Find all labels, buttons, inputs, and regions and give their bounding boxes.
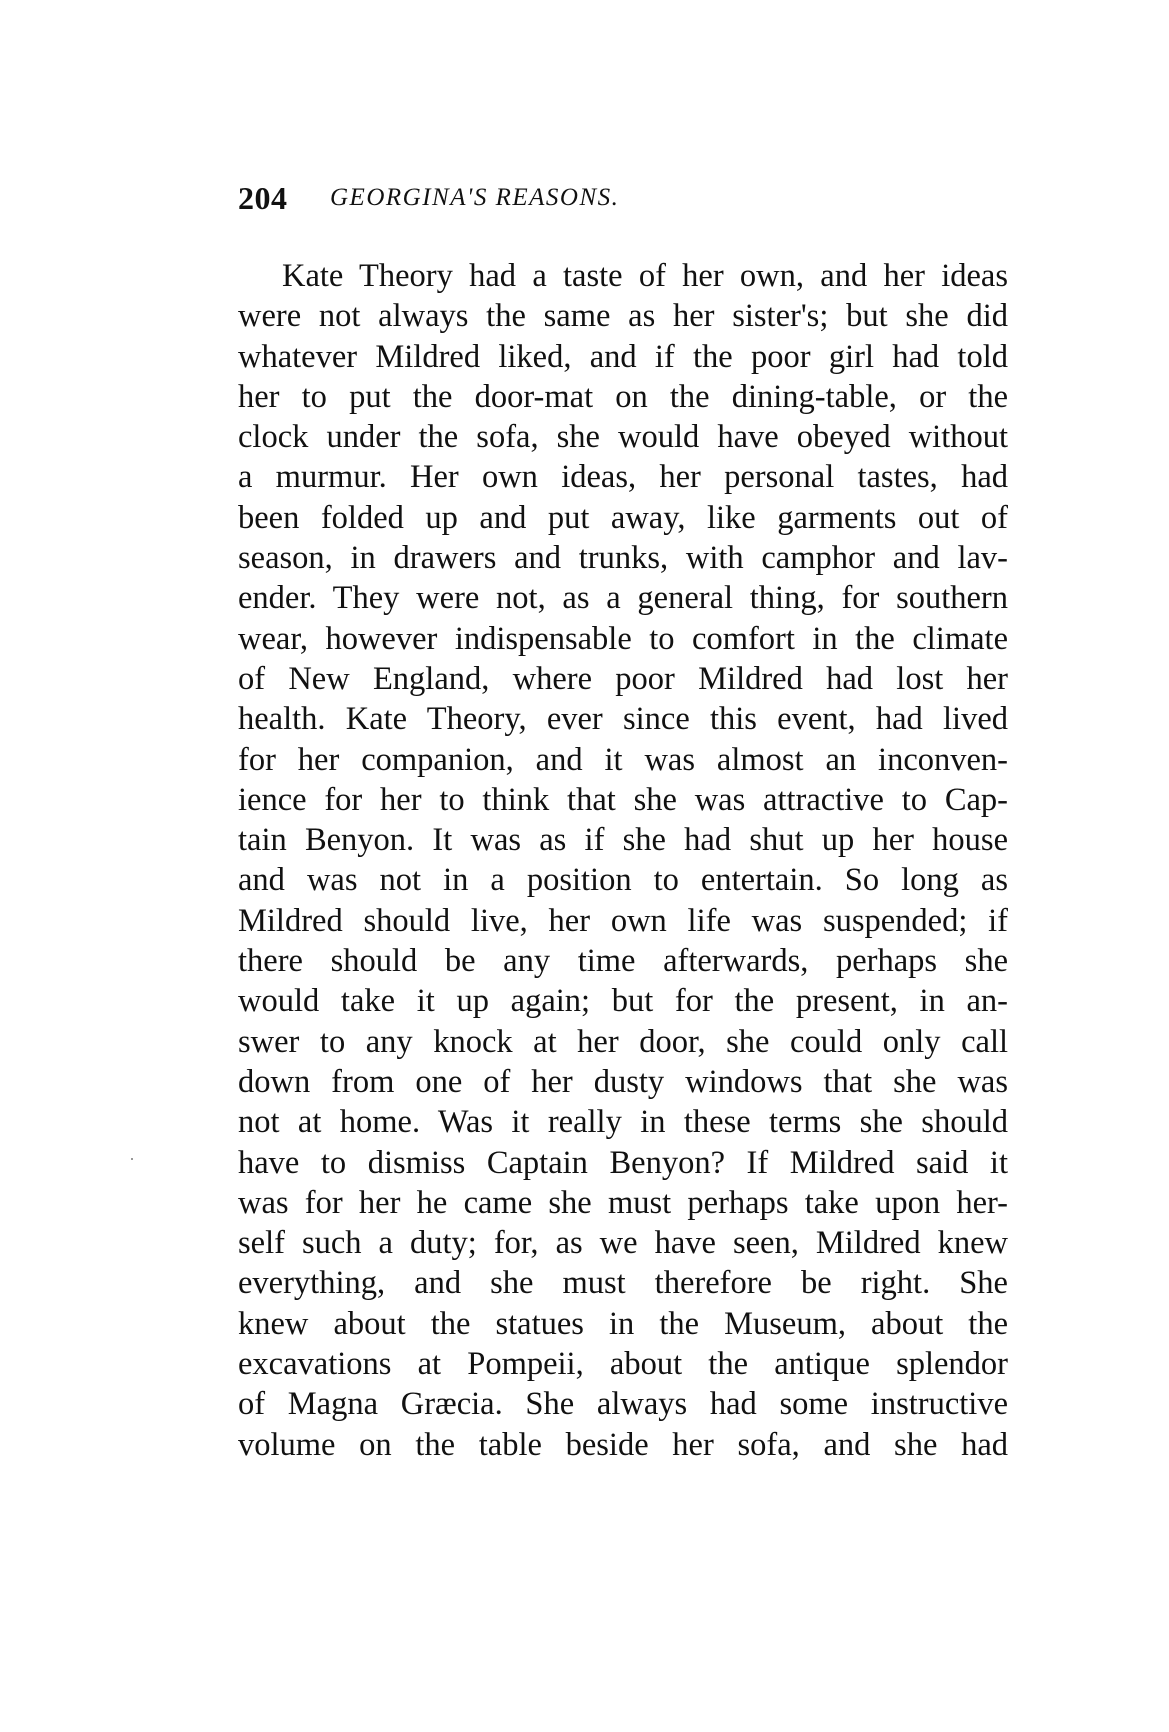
page-number: 204 <box>238 180 288 216</box>
text-line: wear, however indispensable to comfort in the climate <box>238 620 1008 657</box>
text-line: for her companion, and it was almost an inconven- <box>238 741 1008 778</box>
text-line: Mildred should live, her own life was suspended; if <box>238 902 1008 939</box>
running-title: GEORGINA'S REASONS. <box>330 184 620 211</box>
text-line: have to dismiss Captain Benyon? If Mildred said it <box>238 1144 1008 1181</box>
text-line: excavations at Pompeii, about the antique splendor <box>238 1346 1008 1383</box>
text-line: would take it up again; but for the present, in an- <box>238 983 1008 1020</box>
text-line: self such a duty; for, as we have seen, Mildred knew <box>238 1225 1008 1262</box>
text-line: health. Kate Theory, ever since this event, had lived <box>238 701 1008 738</box>
text-line: clock under the sofa, she would have obeyed without <box>238 419 1008 456</box>
text-line: ender. They were not, as a general thing, for southern <box>238 580 1008 617</box>
text-line: of New England, where poor Mildred had lost her <box>238 660 1008 697</box>
body-paragraph <box>238 256 1008 1465</box>
text-line: of Magna Græcia. She always had some instructive <box>238 1386 1008 1423</box>
text-line: down from one of her dusty windows that she was <box>238 1063 1008 1100</box>
running-head <box>238 180 1018 230</box>
text-line: been folded up and put away, like garments out of <box>238 499 1008 536</box>
text-line: volume on the table beside her sofa, and she had <box>238 1426 1008 1463</box>
text-line: Kate Theory had a taste of her own, and her ideas <box>282 258 1008 294</box>
text-line: knew about the statues in the Museum, about the <box>238 1305 1008 1342</box>
text-line: swer to any knock at her door, she could only call <box>238 1023 1008 1060</box>
text-line: season, in drawers and trunks, with camphor and lav- <box>238 540 1008 577</box>
text-line: tain Benyon. It was as if she had shut up her house <box>238 822 1008 859</box>
text-line: was for her he came she must perhaps take upon her- <box>238 1184 1008 1221</box>
margin-speck <box>131 1158 133 1160</box>
text-line: everything, and she must therefore be right. She <box>238 1265 1008 1302</box>
text-line: and was not in a position to entertain. So long as <box>238 862 1008 899</box>
text-line: ience for her to think that she was attractive to Cap- <box>238 781 1008 818</box>
text-line: her to put the door-mat on the dining-table, or the <box>238 378 1008 415</box>
text-line: a murmur. Her own ideas, her personal tastes, had <box>238 459 1008 496</box>
text-line: not at home. Was it really in these terms she should <box>238 1104 1008 1141</box>
text-line: whatever Mildred liked, and if the poor girl had told <box>238 338 1008 375</box>
text-line: there should be any time afterwards, perhaps she <box>238 943 1008 980</box>
text-line: were not always the same as her sister's; but she did <box>238 298 1008 335</box>
